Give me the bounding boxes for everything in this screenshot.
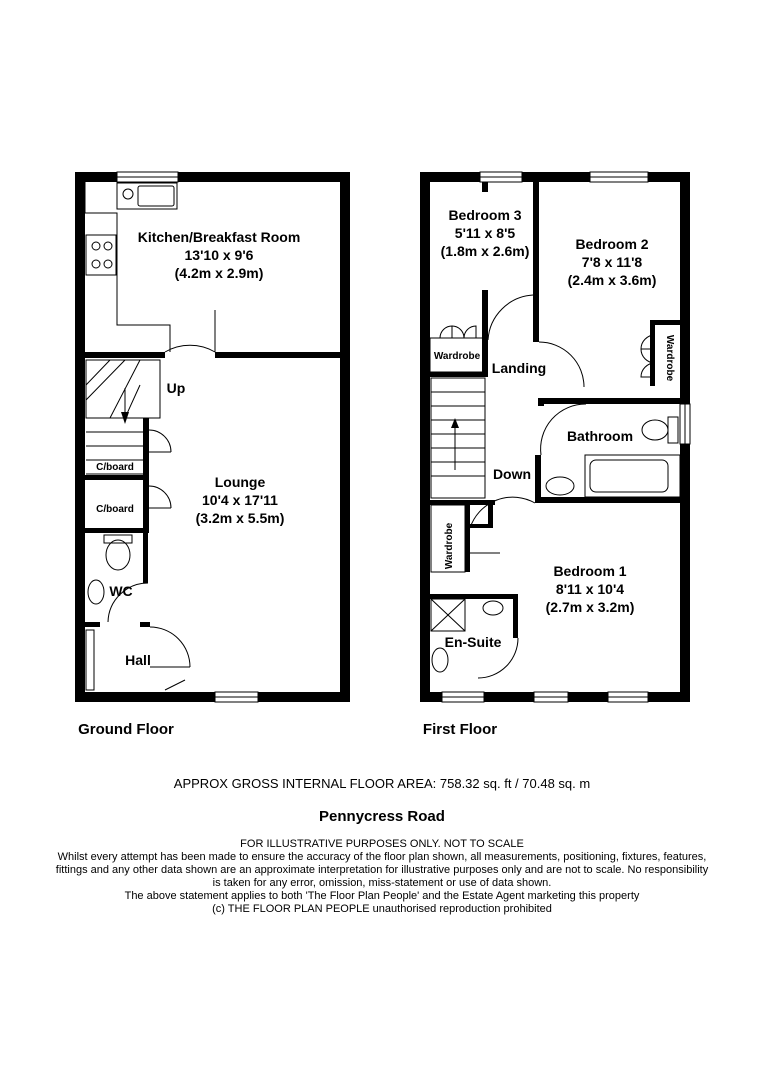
ff-wall-bottom-c (568, 692, 608, 702)
ff-wall-bath-left (535, 455, 541, 500)
ff-wall-top-a (420, 172, 480, 182)
disclaimer-line: The above statement applies to both 'The Floor Plan People' and the Estate Agent marketing this property (124, 890, 640, 902)
ff-wall-bottom-b (484, 692, 534, 702)
lounge-imperial: 10'4 x 17'11 (202, 492, 278, 508)
gf-wall-left (75, 172, 85, 702)
wardrobe-label-1: Wardrobe (433, 351, 481, 362)
kitchen-name: Kitchen/Breakfast Room (137, 229, 301, 245)
ff-wall-right-a (680, 172, 690, 404)
disclaimer-line: fittings and any other data shown are an approximate interpretation for illustrative purposes only and are not to scale. No responsibility (55, 864, 709, 876)
property-address: Pennycress Road (319, 808, 445, 825)
first-floor-title: First Floor (422, 721, 498, 738)
disclaimer (0, 838, 764, 916)
bedroom3-imperial: 5'11 x 8'5 (454, 225, 516, 241)
wardrobe-label-3: Wardrobe (444, 522, 455, 570)
stairs-up-label: Up (166, 380, 186, 396)
disclaimer-line: Whilst every attempt has been made to ensure the accuracy of the floor plan shown, all measurements, positioning, fixtures, features, (57, 851, 707, 863)
ff-wall-ensuite-top (430, 594, 518, 599)
ff-wall-wardrobe-right (465, 500, 470, 572)
gf-wall-top-a (75, 172, 117, 182)
ensuite-label: En-Suite (444, 634, 502, 650)
gf-wall-kitchen-b (215, 352, 340, 358)
ff-wall-right-b (680, 444, 690, 702)
lounge-name: Lounge (214, 474, 266, 490)
gf-wall-cb-mid (85, 475, 149, 480)
floor-area: APPROX GROSS INTERNAL FLOOR AREA: 758.32 sq. ft / 70.48 sq. m (173, 776, 591, 791)
bedroom3-metric: (1.8m x 2.6m) (440, 243, 530, 259)
gf-wall-bottom-a (75, 692, 215, 702)
gf-wall-right (340, 172, 350, 702)
cboard-label-1: C/board (96, 462, 134, 473)
lounge-metric: (3.2m x 5.5m) (195, 510, 285, 526)
bedroom2-name: Bedroom 2 (575, 236, 649, 252)
ground-floor-title: Ground Floor (78, 721, 174, 738)
hall-label: Hall (125, 652, 151, 668)
ff-wall-top-b (522, 172, 590, 182)
disclaimer-line: FOR ILLUSTRATIVE PURPOSES ONLY. NOT TO SCALE (240, 838, 524, 850)
gf-wall-kitchen-a (85, 352, 165, 358)
ff-wall-bed3-bed2 (533, 182, 539, 342)
gf-wall-wc-bottom-b (140, 622, 150, 627)
ff-wall-left (420, 172, 430, 702)
gf-wall-top-b (178, 172, 350, 182)
ff-wall-wardrobe2-left (650, 320, 655, 386)
gf-wall-wc-right (143, 533, 148, 583)
ff-wall-bed1-top (430, 500, 495, 505)
ff-wall-bottom-d (648, 692, 690, 702)
gf-wall-wc-bottom (85, 622, 100, 627)
kitchen-metric: (4.2m x 2.9m) (174, 265, 264, 281)
down-label: Down (492, 466, 532, 482)
ff-wall-bath-stub (538, 398, 544, 406)
bedroom2-imperial: 7'8 x 11'8 (581, 254, 643, 270)
gf-wall-cupboard (143, 418, 149, 530)
ff-wall-bed3-bottom (430, 372, 488, 377)
ff-wall-bed2-bottom (538, 398, 680, 404)
ff-wall-bottom-a (420, 692, 442, 702)
ff-wall-bed3-right-stub (482, 182, 488, 192)
kitchen-imperial: 13'10 x 9'6 (184, 247, 254, 263)
disclaimer-line: (c) THE FLOOR PLAN PEOPLE unauthorised reproduction prohibited (212, 903, 552, 915)
gf-wall-bottom-b (258, 692, 350, 702)
ff-wall-ensuite-right (513, 594, 518, 638)
cboard-label-2: C/board (96, 504, 134, 515)
bedroom3-name: Bedroom 3 (448, 207, 522, 223)
wc-label: WC (109, 583, 133, 599)
gf-wall-cb-bottom (85, 528, 149, 533)
bathroom-label: Bathroom (566, 428, 634, 444)
bedroom1-imperial: 8'11 x 10'4 (555, 581, 625, 597)
disclaimer-line: is taken for any error, omission, miss-statement or use of data shown. (212, 877, 552, 889)
ff-wall-bath-bottom (535, 497, 680, 503)
bedroom1-name: Bedroom 1 (553, 563, 627, 579)
bedroom1-metric: (2.7m x 3.2m) (545, 599, 635, 615)
bedroom2-metric: (2.4m x 3.6m) (567, 272, 657, 288)
landing-label: Landing (491, 360, 547, 376)
wardrobe-label-2: Wardrobe (664, 334, 675, 382)
